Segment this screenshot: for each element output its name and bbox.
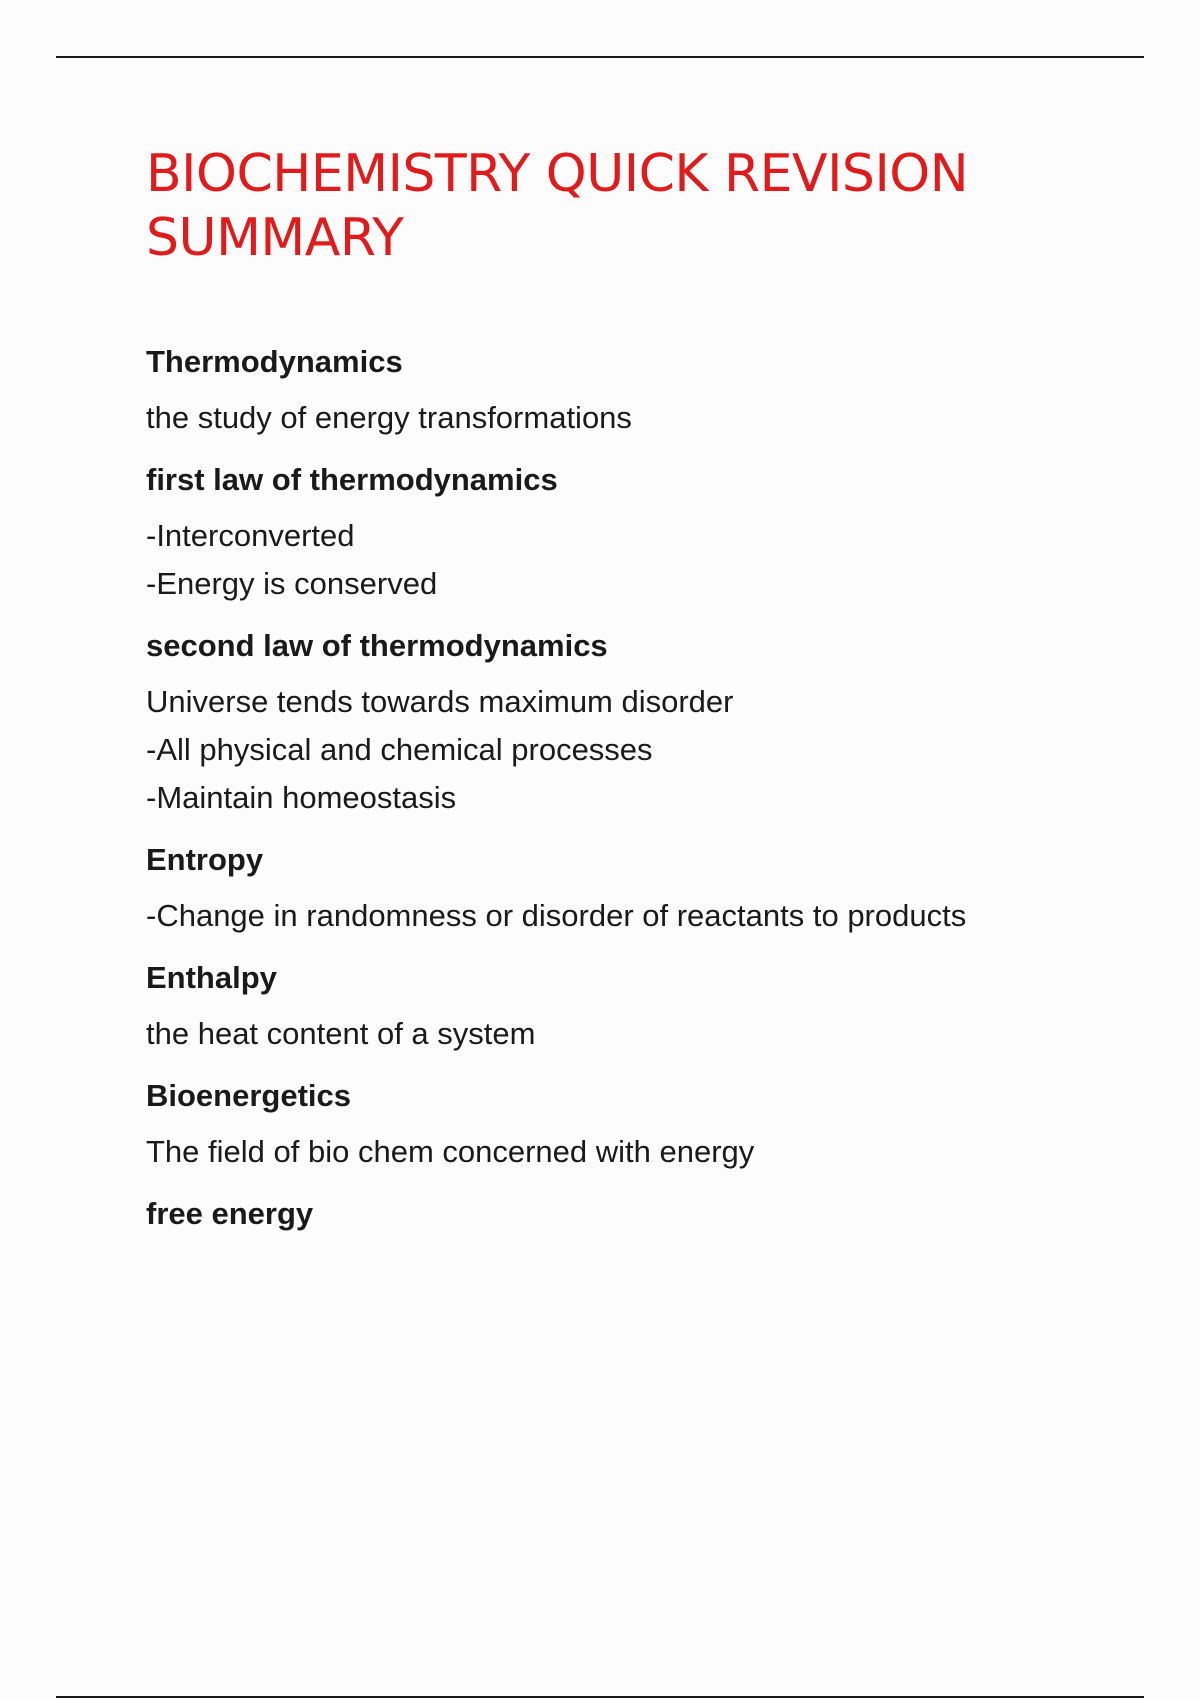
glossary-definition: [146, 1128, 1086, 1176]
glossary-definition: [146, 1010, 1086, 1058]
definition-line: -Energy is conserved: [146, 566, 438, 601]
document-body: [146, 142, 1086, 1246]
definition-line: -Maintain homeostasis: [146, 780, 457, 815]
glossary-definition: [146, 394, 1086, 442]
definition-line: The field of bio chem concerned with energy: [146, 1134, 755, 1169]
glossary-term: Bioenergetics: [146, 1078, 352, 1113]
definition-line: -Change in randomness or disorder of reactants to products: [146, 898, 967, 933]
glossary-list: [146, 330, 1086, 1246]
glossary-entry: [146, 1182, 1086, 1246]
page-title: [146, 142, 1086, 270]
glossary-entry: [146, 1064, 1086, 1176]
title-line: BIOCHEMISTRY QUICK REVISION: [146, 144, 969, 204]
title-line: SUMMARY: [146, 208, 404, 268]
glossary-term: first law of thermodynamics: [146, 462, 558, 497]
top-rule: [56, 56, 1144, 58]
bottom-rule: [56, 1696, 1144, 1698]
glossary-definition: [146, 512, 1086, 608]
definition-line: the heat content of a system: [146, 1016, 536, 1051]
glossary-term: Entropy: [146, 842, 264, 877]
glossary-definition: [146, 892, 1086, 940]
definition-line: Universe tends towards maximum disorder: [146, 684, 734, 719]
definition-line: the study of energy transformations: [146, 400, 632, 435]
glossary-term: second law of thermodynamics: [146, 628, 608, 663]
glossary-entry: [146, 614, 1086, 822]
definition-line: -All physical and chemical processes: [146, 732, 653, 767]
glossary-term: free energy: [146, 1196, 314, 1231]
glossary-entry: [146, 946, 1086, 1058]
definition-line: -Interconverted: [146, 518, 355, 553]
glossary-term: Enthalpy: [146, 960, 277, 995]
glossary-term: Thermodynamics: [146, 344, 403, 379]
glossary-entry: [146, 448, 1086, 608]
glossary-entry: [146, 828, 1086, 940]
glossary-definition: [146, 678, 1086, 822]
glossary-entry: [146, 330, 1086, 442]
